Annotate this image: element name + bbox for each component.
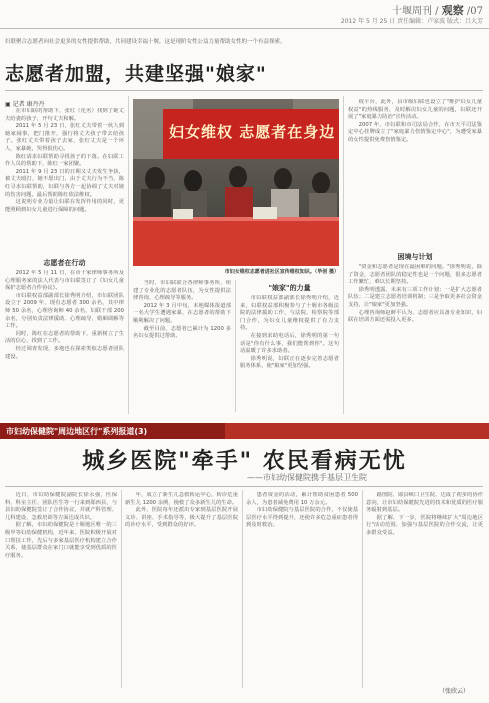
column-divider <box>362 490 363 688</box>
series-banner-text: 市妇幼保健院"周边地区行"系列报道(3) <box>6 427 148 436</box>
article1-col1b <box>5 270 124 412</box>
article2-col1 <box>5 492 117 688</box>
article2-col3 <box>246 492 358 688</box>
paragraph: 路图院、郧县峡口卫生院、达成了初步的协作意向，让市妇幼保健院先进的技术和优质的医疗服务辐射到基层。 <box>366 492 483 514</box>
article2-author: （张欣云） <box>438 688 469 695</box>
title-prefix: 十堰周刊 <box>391 6 432 17</box>
paragraph: 市妇联权益部副部长徐秀明介绍，市妇联团队设立于 2009 年，现有志愿者 300 余名，其中律师 50 余名，心理咨询师 40 余名，妇联干部 200 余名，分别负责法律援助、心理疏导、婚姻调解等工作。 <box>5 292 124 330</box>
page-meta: 2012 年 5 月 25 日 责任编辑：卢家波 版式：吕大芳 <box>340 18 483 25</box>
paragraph: 同时，陈红在志愿者的帮助下，重新树立了生活的信心，找到了工作。 <box>5 330 124 345</box>
title-section: 观察 <box>441 4 464 17</box>
paragraph: 这说明专业力量让妇联在发挥作用的同时，更能照顾到妇女儿童进行保障的问题。 <box>5 199 124 213</box>
column-divider <box>128 96 129 414</box>
article1-col4b <box>348 264 482 412</box>
article2-col4 <box>366 492 483 682</box>
article1-photo <box>133 99 339 266</box>
paragraph: 年，成立了新生儿急救转运中心，转诊危重新生儿 1200 余例，挽救了众多新生儿的生命。 <box>125 492 238 506</box>
column-divider <box>343 96 344 414</box>
paragraph: "资金和志愿者是现在最困难的问题。"徐秀明说，除了资金，志愿者团队的稳定性也是一个问题，很多志愿者工作繁忙，难以长期坚持。 <box>348 264 482 286</box>
paragraph: 心理咨询师赵鲜平认为，志愿者应具备专业知识，妇联在培训方面还需投入更多。 <box>348 309 482 324</box>
paragraph: 陈红请求妇联帮助寻找孩子的下落。在妇联工作人员的帮助下，陈红一家团聚。 <box>5 153 124 168</box>
paragraph: 市妇幼保健院与基层医院的合作，不仅使基层医疗水平得到提升，还使许多危急重症患者得到及时救治。 <box>246 507 358 529</box>
title-sep: / <box>431 6 442 17</box>
page-number: /07 <box>463 6 483 17</box>
article1-headline: 志愿者加盟，共建坚强"娘家" <box>5 63 267 85</box>
article1-col2 <box>133 280 231 412</box>
paragraph: 2011 年 5 月 23 日，张红丈夫带着一伙人到她家闹事，把门推开，强行将丈夫孩子带去给孩子。张红丈夫带着孩子去家，张红丈夫是一个坏人，家暴她，哭得很伤心。 <box>5 123 124 152</box>
column-divider <box>235 280 236 412</box>
paragraph: 患者资金的活动，累计帮助贫困患者 500 余人，为患者减免费用 10 万余元。 <box>246 492 358 506</box>
paragraph: 权平台，此外，县市级妇联也设立了"维护妇女儿童权益"的热线服务，及时解决妇女儿童的问题，妇联还开展了"家庭暴力防治"宣传活动。 <box>348 99 482 121</box>
article1-lead: 妇联聚合志愿者向社会更多的女性提供帮助，共同建设幸福十堰，这是现阶女性公益力量帮助女性的一个有益探索。 <box>5 39 286 45</box>
headline-divider <box>5 486 483 487</box>
paragraph: 2007 年，市妇联和市司法局合作，在市天平司法鉴定中心挂牌成立了"家庭暴力伤情鉴定中心"，为遭受家暴的女性提供免费伤情鉴定。 <box>348 121 482 143</box>
paragraph: 2012 年 3 月中旬，本地媒体报道部一名大学生遭遇家暴，在志愿者的帮助下顺利解决了问题。 <box>133 302 231 324</box>
article2-headline: 城乡医院"牵手" 农民看病无忧 <box>82 449 407 474</box>
series-banner <box>0 423 489 439</box>
paragraph: 此外，医院每年还派出专家到基层医院开展义诊、讲座、手术指导等，极大提升了基层医院的诊疗水平，受到群众的好评。 <box>125 507 238 529</box>
subheading-volunteers-in-action: 志愿者在行动 <box>43 259 86 267</box>
article1-byline: ▣ 记者 康丹丹 <box>5 101 45 108</box>
paragraph: 2011 年 9 月 23 日的日期又丈夫发生争执，被丈夫殴打，她不愿出门，由于丈夫行为不当，陈红寻求妇联帮助，妇联与各方一起协调了丈夫对她的伤害问题，最后帮助陈红依法维权。 <box>5 168 124 198</box>
page-header <box>0 0 489 29</box>
paragraph: 徐秀明透露，未来有三项工作计划：一是扩大志愿者队伍；二是建立志愿者培训机制；三是争取更多社会资金支持，让"娘家"更加坚强。 <box>348 286 482 308</box>
article2-col2 <box>125 492 238 688</box>
paragraph: 徐秀明说，妇联正在逐步完善志愿者服务体系，使"娘家"更加坚强。 <box>240 355 339 370</box>
article1-col3 <box>240 295 339 412</box>
byline-text: 记者 康丹丹 <box>12 101 45 108</box>
paragraph: 近日，市妇幼保健院副院长徐永强，医保科、科室主任、团队医生等一行来到郧西县，与县妇幼保健院签订了合作协议，并就产科管理、儿科建设、急救培训等方面达成共识。 <box>5 492 117 521</box>
column-divider <box>242 490 243 688</box>
paragraph: 经过调查发现，多地也在探索类似志愿者团队建设。 <box>5 345 124 360</box>
paragraph: 2012 年 5 月 11 日，在市十家律师事务所及心理服务家的法人代表与市妇联签订了《妇女儿童保护志愿者合作协议》。 <box>5 270 124 292</box>
article2-subheadline: ——市妇幼保健院携手基层卫生院 <box>247 473 367 482</box>
paragraph: 截至目前，志愿者已累计为 1200 多名妇女提供过帮助。 <box>133 325 231 340</box>
column-divider <box>121 490 122 688</box>
paragraph: 据了解，市妇幼保健院是十堰地区唯一的三级甲等妇幼保健机构，近年来，医院积极开展对口帮扶工作，先后与多家基层医疗机构建立合作关系，使基层群众在家门口就能享受到优质的医疗服务。 <box>5 522 117 559</box>
subheading-maiden-home-power: "娘家"的力量 <box>268 284 311 292</box>
photo-caption: 市妇女维权志愿者进社区宣传维权知识。（毕创 摄） <box>224 269 339 275</box>
paragraph: 市妇联权益部副部长徐秀明介绍，近来，妇联权益部积极参与了十堰市各级法院的法律援助工作，与法院、检察院等部门合作，为妇女儿童维权提供了有力支持。 <box>240 295 339 332</box>
paragraph: 在接到求助电话后，徐秀明的第一句话是"你有什么事，我们能帮到你"。这句话温暖了许多求助者。 <box>240 332 339 355</box>
article1-col4 <box>348 99 482 247</box>
paragraph: 据了解，下一步，医院将继续扩大"周边地区行"活动范围，加强与基层医院的合作交流，让更多群众受益。 <box>366 514 483 536</box>
article1-col1 <box>5 108 124 254</box>
photo-banner-text: 妇女维权 志愿者在身边 <box>169 123 336 141</box>
subheading-difficulties-and-plans: 困境与计划 <box>397 253 433 261</box>
paragraph: 在市妇联的帮助下，张红（化名）找到了她丈夫给妻的孩子，开句丈夫和解。 <box>5 108 124 122</box>
paragraph: 当时，市妇联联合各律师事务所，组建了专业化的志愿者队伍，为女性提供法律咨询、心理疏导等服务。 <box>133 280 231 302</box>
headline-divider <box>5 90 483 91</box>
